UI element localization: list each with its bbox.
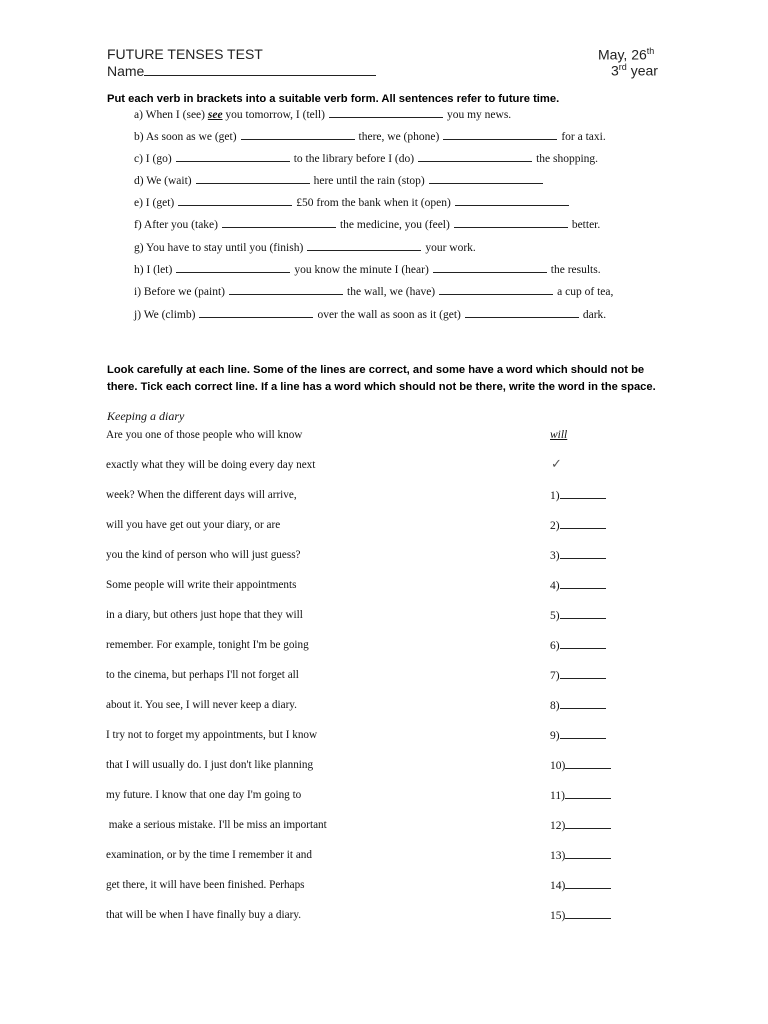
- diary-line: exactly what they will be doing every day next: [106, 459, 316, 471]
- diary-line: I try not to forget my appointments, but I know: [106, 729, 318, 741]
- answer-blank[interactable]: [465, 307, 579, 318]
- diary-line: Some people will write their appointments: [106, 579, 297, 591]
- diary-line: examination, or by the time I remember it and: [106, 849, 312, 861]
- exercise1-item: c) I (go) to the library before I (do) the shopping.: [134, 153, 599, 165]
- diary-line: about it. You see, I will never keep a diary.: [106, 699, 297, 711]
- diary-line: Are you one of those people who will know: [106, 429, 303, 441]
- answer-blank[interactable]: [199, 307, 313, 318]
- year: 3rd year: [611, 62, 658, 79]
- date: May, 26th: [598, 46, 655, 63]
- test-title: FUTURE TENSES TEST: [107, 46, 263, 62]
- answer-blank[interactable]: [178, 195, 292, 206]
- answer-blank[interactable]: [222, 217, 336, 228]
- answer-slot[interactable]: 14): [550, 877, 611, 893]
- diary-line: get there, it will have been finished. Perhaps: [106, 879, 305, 891]
- diary-line: in a diary, but others just hope that they will: [106, 609, 303, 621]
- answer-slot[interactable]: 7): [550, 667, 606, 683]
- answer-blank[interactable]: [176, 151, 290, 162]
- diary-title: Keeping a diary: [107, 409, 185, 423]
- diary-line: you the kind of person who will just guess?: [106, 549, 301, 561]
- diary-line: to the cinema, but perhaps I'll not forget all: [106, 669, 299, 681]
- answer-blank[interactable]: [307, 240, 421, 251]
- exercise1-item: f) After you (take) the medicine, you (feel) better.: [134, 219, 601, 231]
- answer-blank[interactable]: [439, 284, 553, 295]
- exercise1-item: h) I (let) you know the minute I (hear) the results.: [134, 264, 601, 276]
- answer-slot[interactable]: 5): [550, 607, 606, 623]
- answer-slot[interactable]: 4): [550, 577, 606, 593]
- answer-blank[interactable]: [433, 262, 547, 273]
- exercise1-instruction: Put each verb in brackets into a suitable verb form. All sentences refer to future time.: [107, 93, 560, 105]
- answer-slot[interactable]: 1): [550, 487, 606, 503]
- answer-slot[interactable]: 13): [550, 847, 611, 863]
- diary-line: my future. I know that one day I'm going to: [106, 789, 302, 801]
- exercise1-item: i) Before we (paint) the wall, we (have) a cup of tea,: [134, 286, 614, 298]
- answer-blank[interactable]: [241, 129, 355, 140]
- answer-blank[interactable]: [176, 262, 290, 273]
- answer-blank[interactable]: [454, 217, 568, 228]
- answer-blank[interactable]: [429, 173, 543, 184]
- example-answer-will: will: [550, 429, 568, 441]
- exercise2-instruction: Look carefully at each line. Some of the lines are correct, and some have a word which should not be there. Tick each correct line. If a line has a word which should not be there, write the word in the space.: [107, 364, 656, 393]
- diary-line: week? When the different days will arrive,: [106, 489, 297, 501]
- example-answer: see: [207, 109, 223, 121]
- answer-slot[interactable]: 6): [550, 637, 606, 653]
- answer-slot[interactable]: 12): [550, 817, 611, 833]
- answer-blank[interactable]: [455, 195, 569, 206]
- answer-blank[interactable]: [443, 129, 557, 140]
- answer-slot[interactable]: 8): [550, 697, 606, 713]
- answer-slot[interactable]: 9): [550, 727, 606, 743]
- exercise1-item: a) When I (see) see you tomorrow, I (tell) you my news.: [134, 109, 512, 121]
- answer-blank[interactable]: [196, 173, 310, 184]
- name-field: [107, 63, 376, 79]
- exercise1-item: d) We (wait) here until the rain (stop): [134, 172, 547, 190]
- diary-line: that will be when I have finally buy a diary.: [106, 909, 301, 921]
- exercise1-item: j) We (climb) over the wall as soon as it (get) dark.: [134, 309, 607, 321]
- name-label: Name: [107, 63, 145, 79]
- answer-blank[interactable]: [418, 151, 532, 162]
- answer-slot[interactable]: 11): [550, 787, 611, 803]
- diary-line: that I will usually do. I just don't like planning: [106, 759, 314, 771]
- answer-slot[interactable]: 15): [550, 907, 611, 923]
- exercise1-item: e) I (get) £50 from the bank when it (open): [134, 194, 573, 212]
- answer-slot[interactable]: 3): [550, 547, 606, 563]
- answer-slot[interactable]: 2): [550, 517, 606, 533]
- diary-line: remember. For example, tonight I'm be going: [106, 639, 309, 651]
- exercise1-item: b) As soon as we (get) there, we (phone) for a taxi.: [134, 131, 606, 143]
- tick-icon: ✓: [551, 456, 562, 471]
- name-blank: [144, 63, 376, 76]
- answer-blank[interactable]: [229, 284, 343, 295]
- diary-line: will you have get out your diary, or are: [106, 519, 281, 531]
- answer-blank[interactable]: [329, 107, 443, 118]
- diary-line: make a serious mistake. I'll be miss an important: [106, 819, 327, 831]
- answer-slot[interactable]: 10): [550, 757, 611, 773]
- exercise1-item: g) You have to stay until you (finish) your work.: [134, 242, 476, 254]
